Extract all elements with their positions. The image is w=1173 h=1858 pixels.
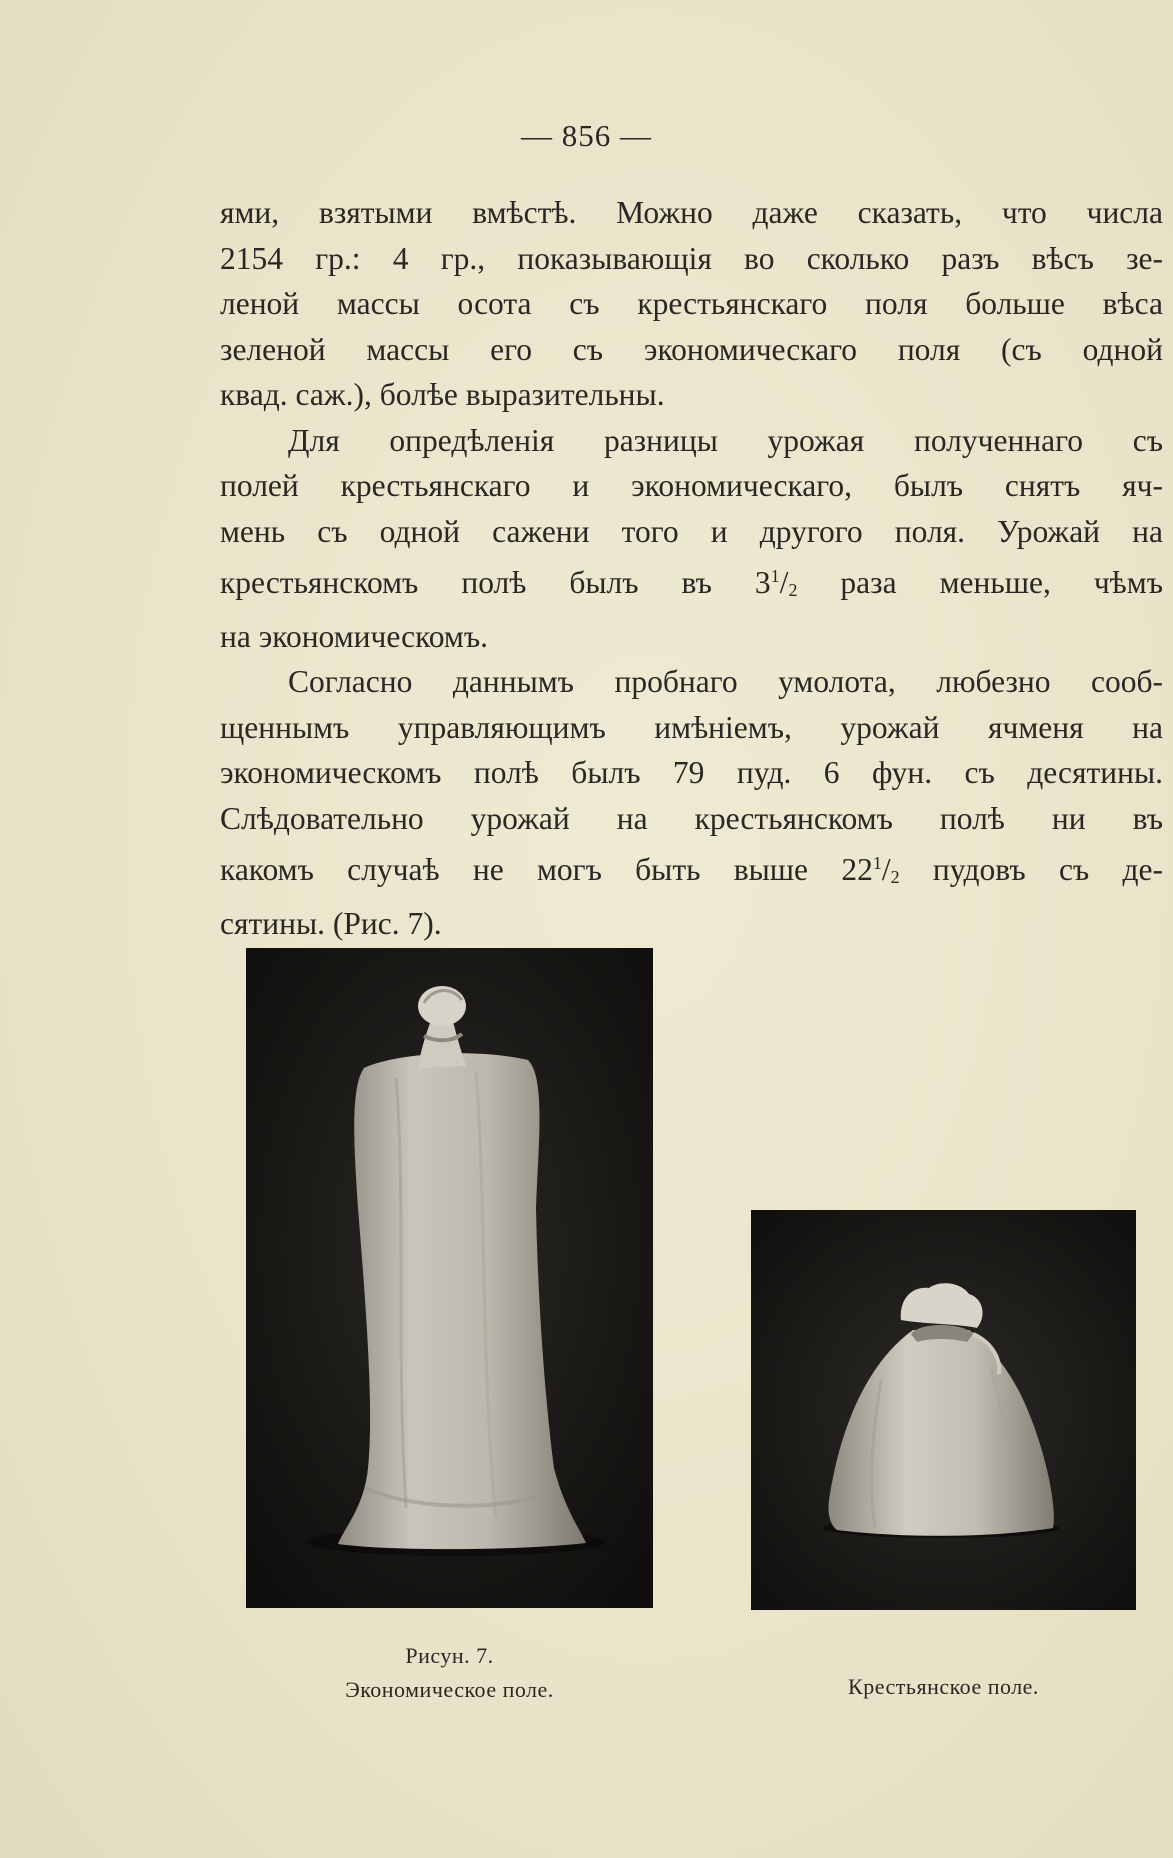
photo-peasant-field-sack — [751, 1210, 1136, 1610]
text-line: экономическомъ полѣ былъ 79 пуд. 6 фун. съ десятины. — [220, 755, 1163, 790]
small-sack-illustration — [751, 1210, 1136, 1610]
text-line: Для опредѣленія разницы урожая полученнаго съ — [288, 422, 1163, 458]
text-line: сятины. (Рис. 7). — [220, 905, 442, 941]
fraction-slash: / — [881, 852, 891, 887]
fraction-denominator: 2 — [890, 867, 900, 887]
photo-economic-field-sack — [246, 948, 653, 1608]
tall-sack-illustration — [246, 948, 653, 1608]
fraction-denominator: 2 — [788, 580, 798, 600]
fraction-numerator: 1 — [770, 566, 780, 586]
text-line: квад. саж.), болѣе выразительны. — [220, 377, 665, 412]
text-line-with-fraction — [220, 554, 1163, 614]
fraction-numerator: 1 — [872, 853, 882, 873]
page-number: — 856 — — [521, 118, 652, 153]
caption-peasant-field: Крестьянское поле. — [848, 1674, 1039, 1699]
text-fragment: какомъ случаѣ не могъ быть выше 22 — [220, 852, 873, 887]
text-line: Слѣдовательно урожай на крестьянскомъ полѣ ни въ — [220, 800, 1163, 836]
text-line: щеннымъ управляющимъ имѣніемъ, урожай ячменя на — [220, 709, 1163, 745]
body-text — [220, 190, 1163, 946]
text-fragment: крестьянскомъ полѣ былъ въ 3 — [220, 565, 771, 600]
paragraph-3 — [220, 659, 1163, 946]
text-line-with-fraction — [220, 841, 1163, 901]
figure-label: Рисун. 7. — [405, 1643, 494, 1668]
text-fragment: пудовъ съ де- — [899, 852, 1164, 887]
paragraph-2 — [220, 418, 1163, 660]
text-line: зеленой массы его съ экономическаго поля (съ одной — [220, 331, 1163, 367]
text-line: ями, взятыми вмѣстѣ. Можно даже сказать, что числа — [220, 195, 1163, 230]
text-line: на экономическомъ. — [220, 618, 489, 654]
text-line: 2154 гр.: 4 гр., показывающія во сколько разъ вѣсъ зе- — [220, 240, 1163, 276]
text-line: мень съ одной сажени того и другого поля. Урожай на — [220, 513, 1163, 549]
paragraph-1 — [220, 190, 1163, 418]
text-line: полей крестьянскаго и экономическаго, былъ снятъ яч- — [220, 468, 1163, 503]
text-fragment: раза меньше, чѣмъ — [797, 565, 1163, 600]
caption-economic-field: Экономическое поле. — [345, 1677, 554, 1702]
fraction-slash: / — [779, 565, 789, 600]
text-line: леной массы осота съ крестьянскаго поля больше вѣса — [220, 286, 1163, 321]
text-line: Согласно даннымъ пробнаго умолота, любезно сооб- — [288, 664, 1163, 699]
